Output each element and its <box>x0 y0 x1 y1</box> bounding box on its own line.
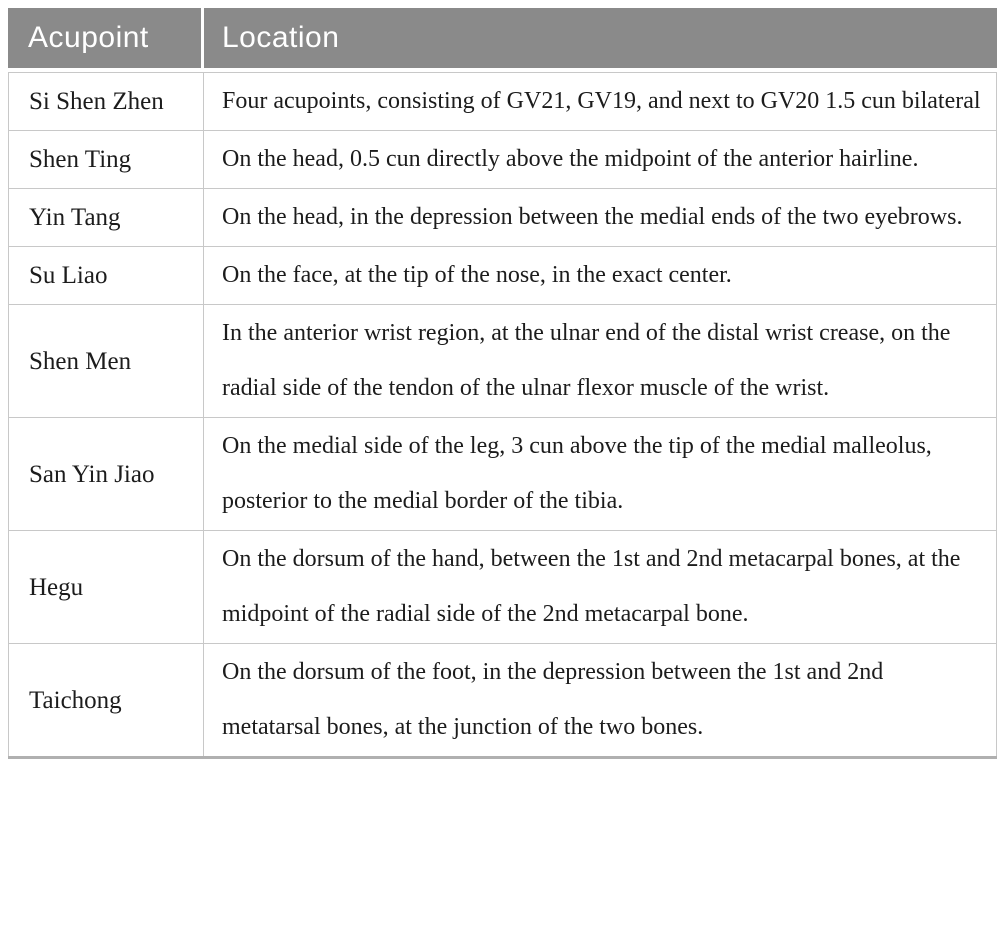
acupoint-cell: Su Liao <box>8 247 204 305</box>
acupoint-cell: Yin Tang <box>8 189 204 247</box>
table-row <box>8 531 997 644</box>
table-row <box>8 305 997 418</box>
location-cell: On the head, 0.5 cun directly above the midpoint of the anterior hairline. <box>204 131 997 189</box>
acupoint-cell: Hegu <box>8 531 204 644</box>
location-cell: On the face, at the tip of the nose, in the exact center. <box>204 247 997 305</box>
acupoint-cell: Shen Ting <box>8 131 204 189</box>
table-body <box>8 72 997 756</box>
location-cell: On the medial side of the leg, 3 cun above the tip of the medial malleolus, posterior to the medial border of the tibia. <box>204 418 997 531</box>
acupoint-cell: Shen Men <box>8 305 204 418</box>
location-cell: On the head, in the depression between the medial ends of the two eyebrows. <box>204 189 997 247</box>
location-cell: In the anterior wrist region, at the ulnar end of the distal wrist crease, on the radial side of the tendon of the ulnar flexor muscle of the wrist. <box>204 305 997 418</box>
table-row <box>8 72 997 131</box>
header-cell-acupoint: Acupoint <box>8 8 204 72</box>
table-row <box>8 247 997 305</box>
acupoint-cell: Taichong <box>8 644 204 756</box>
table-row <box>8 418 997 531</box>
header-cell-location: Location <box>204 8 997 72</box>
table-header <box>8 8 997 72</box>
acupoint-location-table <box>8 8 997 759</box>
acupoint-cell: San Yin Jiao <box>8 418 204 531</box>
location-cell: Four acupoints, consisting of GV21, GV19, and next to GV20 1.5 cun bilateral <box>204 72 997 131</box>
table-row <box>8 644 997 756</box>
header-row <box>8 8 997 72</box>
table-row <box>8 131 997 189</box>
acupoint-cell: Si Shen Zhen <box>8 72 204 131</box>
table-row <box>8 189 997 247</box>
location-cell: On the dorsum of the foot, in the depression between the 1st and 2nd metatarsal bones, at the junction of the two bones. <box>204 644 997 756</box>
location-cell: On the dorsum of the hand, between the 1st and 2nd metacarpal bones, at the midpoint of the radial side of the 2nd metacarpal bone. <box>204 531 997 644</box>
